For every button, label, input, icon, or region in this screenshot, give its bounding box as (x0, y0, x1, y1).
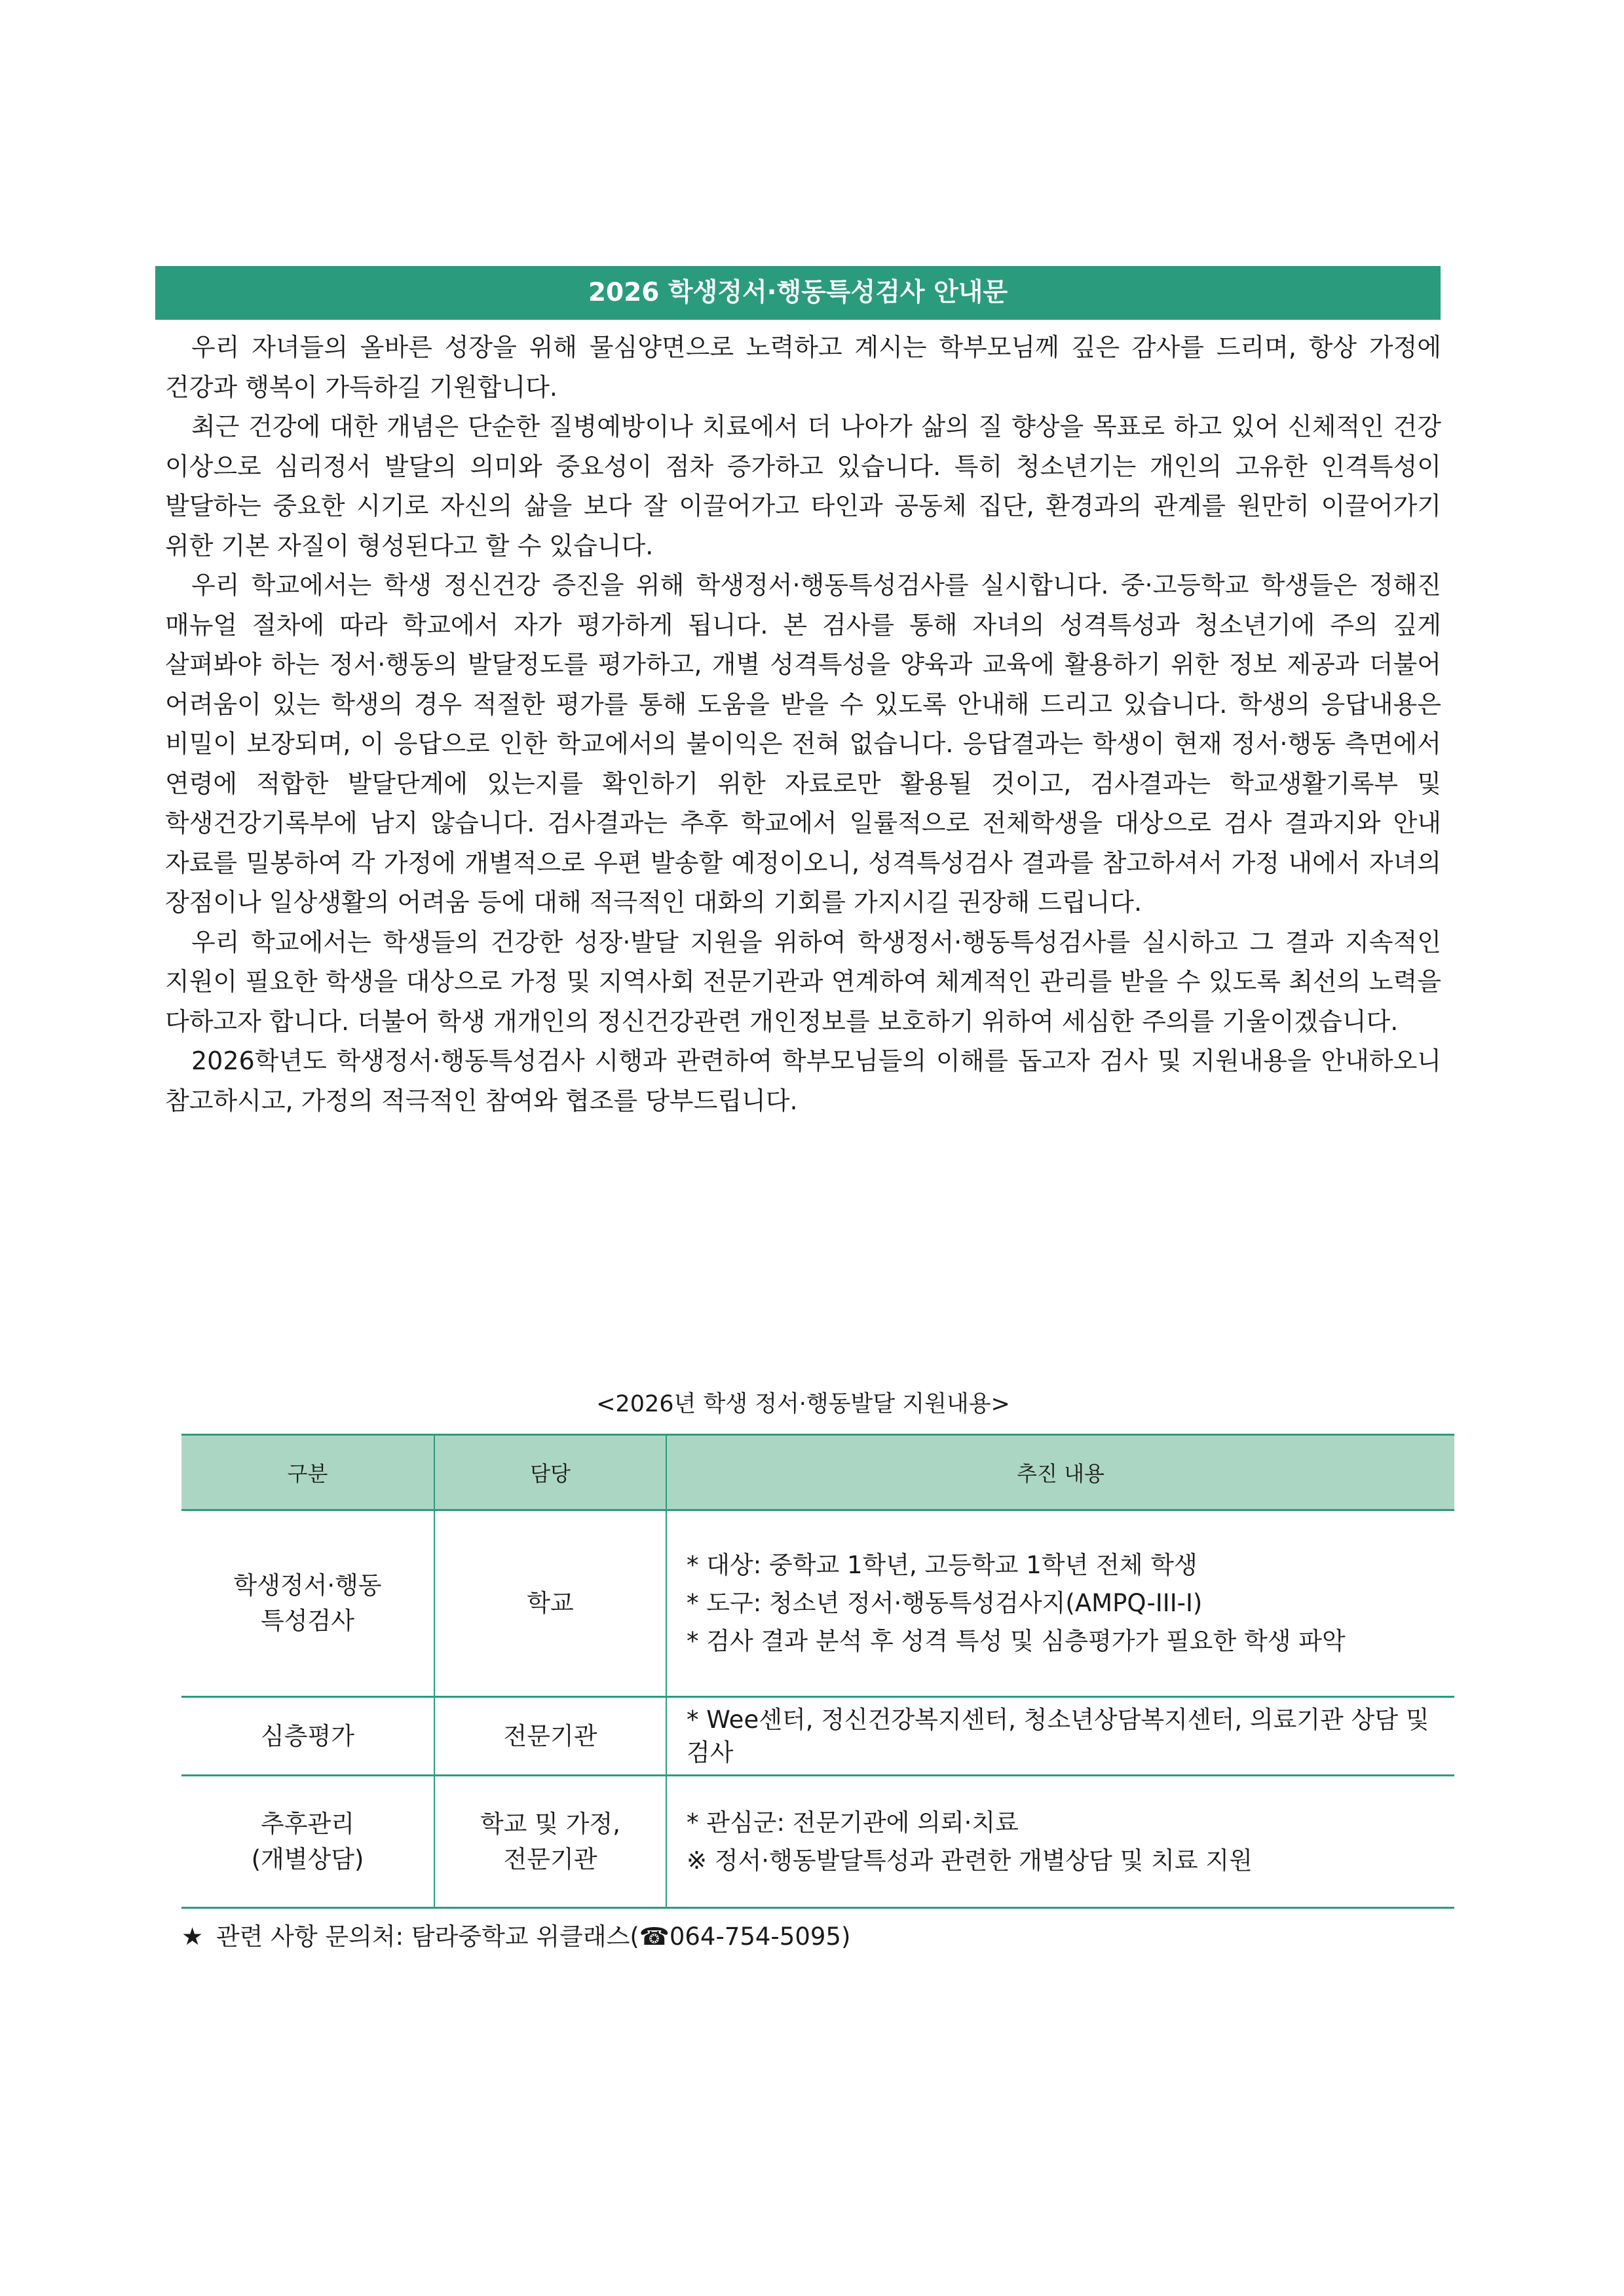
category-line: 심층평가 (261, 1721, 354, 1750)
body-text (165, 328, 1441, 1120)
row-content (666, 1697, 1454, 1776)
owner-line: 전문기관 (503, 1845, 597, 1873)
content-line: * Wee센터, 정신건강복지센터, 청소년상담복지센터, 의료기관 상담 및 검사 (687, 1705, 1429, 1767)
category-line: 추후관리 (261, 1809, 354, 1838)
document-title: 2026 학생정서·행동특성검사 안내문 (155, 266, 1441, 320)
paragraph-background: 최근 건강에 대한 개념은 단순한 질병예방이나 치료에서 더 나아가 삶의 질 향상을 목표로 하고 있어 신체적인 건강 이상으로 심리정서 발달의 의미와 중요성이 점차 증가하고 있습니다. 특히 청소년기는 개인의 고유한 인격특성이 발달하는 중요한 시기로 자신의 삶을 보다 잘 이끌어가고 타인과 공동체 집단, 환경과의 관계를 원만히 이끌어가기 위한 기본 자질이 형성된다고 할 수 있습니다. (165, 412, 1441, 560)
contact-note (181, 1919, 1426, 1955)
row-content (666, 1776, 1454, 1908)
row-owner (434, 1776, 666, 1908)
table-row (181, 1510, 1454, 1697)
row-category (181, 1697, 434, 1776)
star-icon: ★ (181, 1923, 204, 1951)
table-row (181, 1697, 1454, 1776)
row-category (181, 1510, 434, 1697)
row-owner (434, 1697, 666, 1776)
row-owner (434, 1510, 666, 1697)
header-category: 구분 (181, 1435, 434, 1510)
content-line: * 도구: 청소년 정서·행동특성검사지(AMPQ-III-I) (687, 1589, 1203, 1617)
table-caption: <2026년 학생 정서·행동발달 지원내용> (596, 1391, 1010, 1417)
category-line: 특성검사 (261, 1607, 354, 1635)
table-header-row (181, 1435, 1454, 1510)
owner-line: 학교 및 가정, (480, 1809, 620, 1838)
content-line: * 관심군: 전문기관에 의뢰·치료 (687, 1808, 1019, 1837)
table-row (181, 1776, 1454, 1908)
paragraph-greeting: 우리 자녀들의 올바른 성장을 위해 물심양면으로 노력하고 계시는 학부모님께 깊은 감사를 드리며, 항상 가정에 건강과 행복이 가득하길 기원합니다. (165, 333, 1441, 402)
header-content: 추진 내용 (666, 1435, 1454, 1510)
row-category (181, 1776, 434, 1908)
header-owner: 담당 (434, 1435, 666, 1510)
paragraph-support: 우리 학교에서는 학생들의 건강한 성장·발달 지원을 위하여 학생정서·행동특성검사를 실시하고 그 결과 지속적인 지원이 필요한 학생을 대상으로 가정 및 지역사회 전문기관과 연계하여 체계적인 관리를 받을 수 있도록 최선의 노력을 다하고자 합니다. 더불어 학생 개개인의 정신건강관련 개인정보를 보호하기 위하여 세심한 주의를 기울이겠습니다. (165, 927, 1441, 1036)
content-line: * 검사 결과 분석 후 성격 특성 및 심층평가가 필요한 학생 파악 (687, 1627, 1346, 1655)
paragraph-closing: 2026학년도 학생정서·행동특성검사 시행과 관련하여 학부모님들의 이해를 돕고자 검사 및 지원내용을 안내하오니 참고하시고, 가정의 적극적인 참여와 협조를 당부드립니다. (165, 1046, 1441, 1115)
owner-line: 전문기관 (503, 1721, 597, 1750)
content-line: * 대상: 중학교 1학년, 고등학교 1학년 전체 학생 (687, 1551, 1198, 1579)
contact-text: 관련 사항 문의처: 탐라중학교 위클래스(☎064-754-5095) (216, 1923, 851, 1951)
row-content (666, 1510, 1454, 1697)
paragraph-test-description: 우리 학교에서는 학생 정신건강 증진을 위해 학생정서·행동특성검사를 실시합니다. 중·고등학교 학생들은 정해진 매뉴얼 절차에 따라 학교에서 자가 평가하게 됩니다. 본 검사를 통해 자녀의 성격특성과 청소년기에 주의 깊게 살펴봐야 하는 정서·행동의 발달정도를 평가하고, 개별 성격특성을 양육과 교육에 활용하기 위한 정보 제공과 더불어 어려움이 있는 학생의 경우 적절한 평가를 통해 도움을 받을 수 있도록 안내해 드리고 있습니다. 학생의 응답내용은 비밀이 보장되며, 이 응답으로 인한 학교에서의 불이익은 전혀 없습니다. 응답결과는 학생이 현재 정서·행동 측면에서 연령에 적합한 발달단계에 있는지를 확인하기 위한 자료로만 활용될 것이고, 검사결과는 학교생활기록부 및 학생건강기록부에 남지 않습니다. 검사결과는 추후 학교에서 일률적으로 전체학생을 대상으로 검사 결과지와 안내 자료를 밀봉하여 각 가정에 개별적으로 우편 발송할 예정이오니, 성격특성검사 결과를 참고하셔서 가정 내에서 자녀의 장점이나 일상생활의 어려움 등에 대해 적극적인 대화의 기회를 가지시길 권장해 드립니다. (165, 571, 1441, 917)
category-line: (개별상담) (251, 1845, 364, 1873)
owner-line: 학교 (527, 1589, 574, 1617)
support-table (181, 1434, 1454, 1909)
content-line: ※ 정서·행동발달특성과 관련한 개별상담 및 치료 지원 (687, 1846, 1253, 1875)
category-line: 학생정서·행동 (233, 1571, 382, 1599)
